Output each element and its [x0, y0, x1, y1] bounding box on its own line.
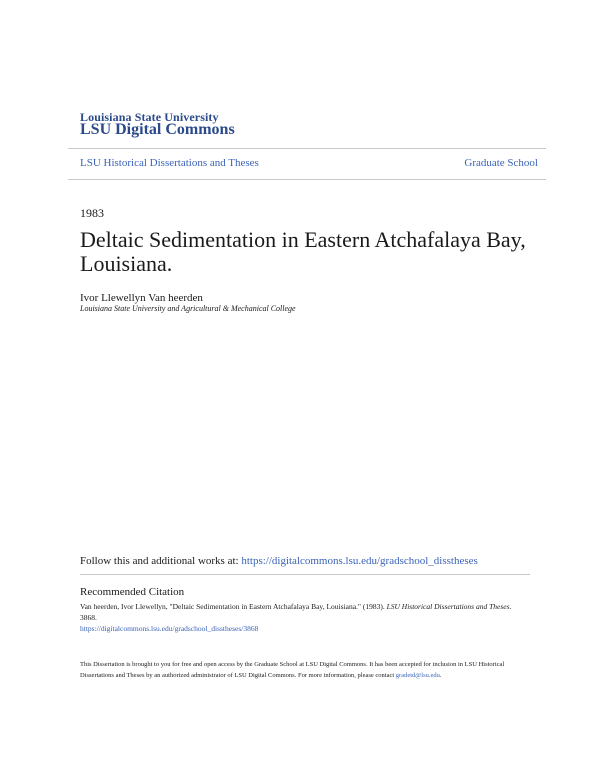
citation-block: [80, 601, 530, 634]
department-link[interactable]: Graduate School: [464, 157, 538, 169]
institution-name: Louisiana State University: [80, 110, 219, 124]
follow-text: Follow this and additional works at:: [80, 555, 242, 567]
publication-year: 1983: [80, 206, 104, 220]
series-link[interactable]: LSU Historical Dissertations and Theses: [80, 157, 259, 169]
author-name: Ivor Llewellyn Van heerden: [80, 292, 203, 304]
citation-heading: Recommended Citation: [80, 586, 185, 598]
citation-series: LSU Historical Dissertations and Theses: [386, 602, 510, 611]
citation-link[interactable]: https://digitalcommons.lsu.edu/gradschool_disstheses/3868: [80, 624, 259, 633]
follow-link[interactable]: https://digitalcommons.lsu.edu/gradschool_disstheses: [241, 555, 478, 567]
author-affiliation: Louisiana State University and Agricultural & Mechanical College: [80, 304, 296, 313]
notice-end: .: [439, 671, 442, 679]
paper-title: Deltaic Sedimentation in Eastern Atchafalaya Bay, Louisiana.: [80, 227, 526, 276]
notice-text: This Dissertation is brought to you for free and open access by the Graduate School at LSU Digital Commons. It has been accepted for inclusion in LSU Historical Dissertations and Theses by an authorized administrator of LSU Digital Commons. For more information, please contact: [80, 661, 505, 679]
header-divider-bottom: [68, 179, 546, 180]
contact-email-link[interactable]: gradetd@lsu.edu: [395, 671, 440, 679]
access-notice: [80, 660, 530, 681]
citation-number: . 3868.: [80, 602, 512, 622]
citation-divider: [80, 574, 530, 575]
follow-line: [80, 555, 478, 567]
citation-text: Van heerden, Ivor Llewellyn, "Deltaic Sedimentation in Eastern Atchafalaya Bay, Louisiana." (1983).: [80, 602, 387, 611]
repository-name[interactable]: LSU Digital Commons: [80, 121, 235, 138]
header-divider-top: [68, 148, 546, 149]
